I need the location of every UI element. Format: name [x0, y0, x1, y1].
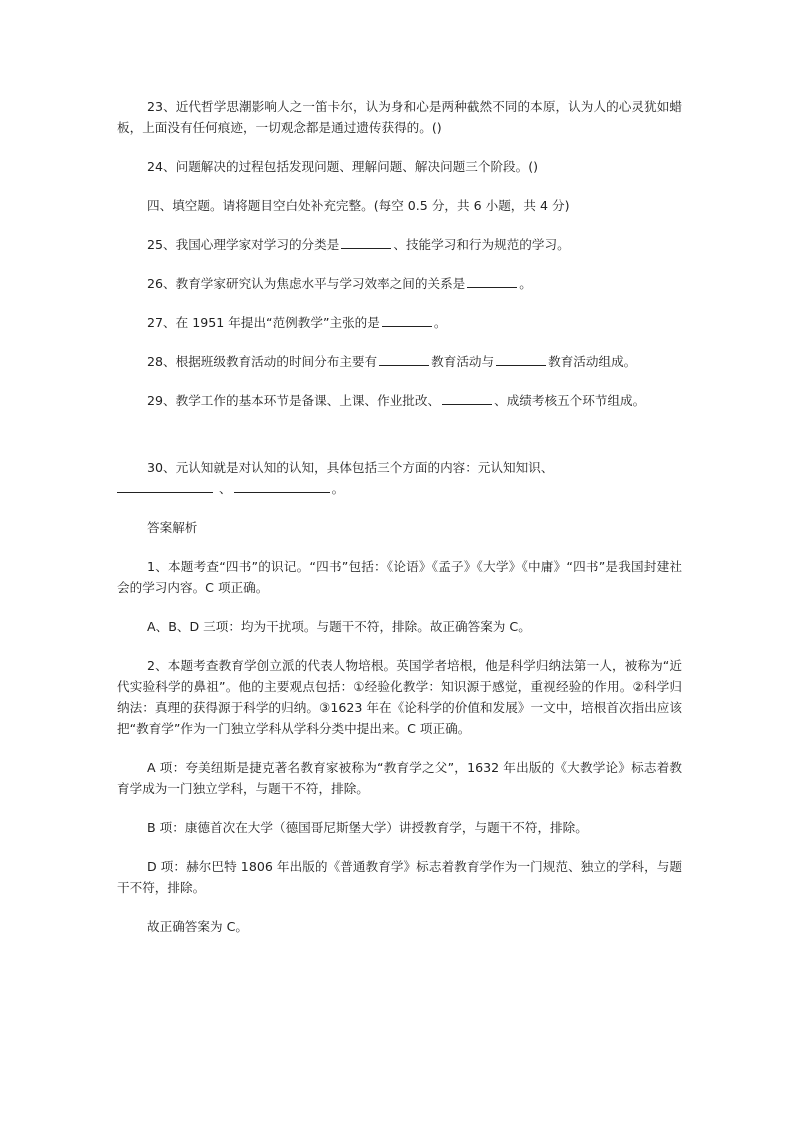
question-29-text-before: 29、教学工作的基本环节是备课、上课、作业批改、 [147, 393, 441, 408]
question-30-text: 30、元认知就是对认知的认知，具体包括三个方面的内容：元认知知识、 [147, 460, 554, 475]
answer-1-explanation: 1、本题考查“四书”的识记。“四书”包括：《论语》《孟子》《大学》《中庸》“四书”是我国封建社会的学习内容。C 项正确。 [117, 559, 682, 595]
question-24: 24、问题解决的过程包括发现问题、理解问题、解决问题三个阶段。() [147, 159, 539, 174]
question-27-text-before: 27、在 1951 年提出“范例教学”主张的是 [147, 315, 380, 330]
question-30-blanks [117, 478, 682, 499]
question-27 [117, 312, 682, 333]
answer-2-explanation: 2、本题考查教育学创立派的代表人物培根。英国学者培根，他是科学归纳法第一人，被称为“近代实验科学的鼻祖”。他的主要观点包括：①经验化教学：知识源于感觉，重视经验的作用。②科学归纳法：真理的获得源于科学的归纳。③1623 年在《论科学的价值和发展》一文中，培根首次指出应该把“教育学”作为一门独立学科从学科分类中提出来。C 项正确。 [117, 658, 682, 736]
answer-blank [379, 351, 429, 366]
section-heading-fill-in: 四、填空题。请将题目空白处补充完整。(每空 0.5 分，共 6 小题，共 4 分) [147, 198, 570, 213]
answer-2-option-b: B 项：康德首次在大学（德国哥尼斯堡大学）讲授教育学，与题干不符，排除。 [147, 820, 588, 835]
answer-1-distractors: A、B、D 三项：均为干扰项。与题干不符，排除。故正确答案为 C。 [147, 619, 531, 634]
question-25-text-after: 、技能学习和行为规范的学习。 [393, 237, 570, 252]
question-30 [117, 457, 682, 478]
question-25-text-before: 25、我国心理学家对学习的分类是 [147, 237, 340, 252]
answer-blank [341, 234, 391, 249]
answer-blank [117, 478, 213, 493]
answer-section-title: 答案解析 [147, 520, 198, 535]
question-25 [117, 234, 682, 255]
answer-blank [496, 351, 546, 366]
question-26-text-before: 26、教育学家研究认为焦虑水平与学习效率之间的关系是 [147, 276, 466, 291]
answer-2-option-a: A 项：夸美纽斯是捷克著名教育家被称为“教育学之父”，1632 年出版的《大教学论》标志着教育学成为一门独立学科，与题干不符，排除。 [117, 760, 682, 796]
question-23: 23、近代哲学思潮影响人之一笛卡尔，认为身和心是两种截然不同的本原，认为人的心灵犹如蜡板，上面没有任何痕迹，一切观念都是通过遗传获得的。() [117, 99, 682, 135]
answer-blank [234, 478, 330, 493]
question-28-text-after: 教育活动组成。 [548, 354, 637, 369]
document-page [117, 96, 682, 937]
question-28 [117, 351, 682, 372]
question-27-text-after: 。 [433, 315, 447, 330]
answer-blank [382, 312, 432, 327]
answer-blank [442, 390, 492, 405]
question-26-text-after: 。 [519, 276, 532, 291]
question-30-separator: 、 [219, 481, 232, 496]
question-26 [117, 273, 682, 294]
question-28-text-middle: 教育活动与 [431, 354, 495, 369]
question-29 [117, 390, 682, 411]
question-29-text-after: 、成绩考核五个环节组成。 [494, 393, 646, 408]
question-28-text-before: 28、根据班级教育活动的时间分布主要有 [147, 354, 378, 369]
answer-2-final: 故正确答案为 C。 [147, 919, 248, 934]
question-30-end: 。 [331, 481, 345, 496]
answer-blank [467, 273, 517, 288]
answer-2-option-d: D 项：赫尔巴特 1806 年出版的《普通教育学》标志着教育学作为一门规范、独立的学科，与题干不符，排除。 [117, 859, 682, 895]
